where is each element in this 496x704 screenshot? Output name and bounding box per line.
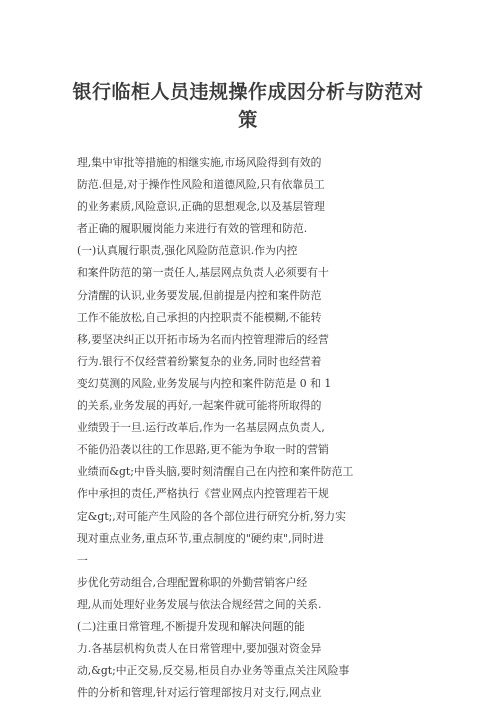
document-title bbox=[40, 78, 456, 134]
text-line: 分清醒的认识,业务要发展,但前提是内控和案件防范 bbox=[77, 288, 322, 302]
text-line: 现对重点业务,重点环节,重点制度的"硬约束",同时进 bbox=[77, 531, 324, 545]
text-line: 行为.银行不仅经营着纷繁复杂的业务,同时也经营着 bbox=[77, 354, 322, 368]
text-line: 业绩而&gt;中昏头脑,要时刻清醒自己在内控和案件防范工 bbox=[77, 465, 354, 479]
text-line: 业绩毁于一旦.运行改革后,作为一名基层网点负责人, bbox=[77, 421, 325, 435]
text-line: 不能仍沿袭以往的工作思路,更不能为争取一时的营销 bbox=[77, 443, 329, 457]
text-line: 的业务素质,风险意识,正确的思想观念,以及基层管理 bbox=[77, 200, 325, 214]
text-line: 变幻莫测的风险,业务发展与内控和案件防范是 0 和 1 bbox=[77, 376, 332, 390]
text-line: 步优化劳动组合,合理配置称职的外勤营销客户经 bbox=[77, 575, 308, 589]
text-line: 者正确的履职履岗能力来进行有效的管理和防范. bbox=[77, 222, 308, 236]
text-line: 理,从而处理好业务发展与依法合规经营之间的关系. bbox=[77, 597, 322, 611]
text-line: 的关系,业务发展的再好,一起案件就可能将所取得的 bbox=[77, 399, 322, 413]
text-line: 移,要坚决纠正以开拓市场为名而内控管理滞后的经营 bbox=[77, 332, 329, 346]
text-line: 和案件防范的第一责任人,基层网点负责人必须要有十 bbox=[77, 266, 329, 280]
text-line: 力.各基层机构负责人在日常管理中,要加强对资金异 bbox=[77, 642, 322, 656]
text-line: 作中承担的责任,严格执行《营业网点内控管理若干规 bbox=[77, 487, 329, 501]
document-body bbox=[77, 152, 457, 704]
title-line-2: 策 bbox=[238, 109, 258, 131]
text-line: (二)注重日常管理,不断提升发现和解决问题的能 bbox=[77, 619, 305, 633]
text-line: 防范.但是,对于操作性风险和道德风险,只有依靠员工 bbox=[77, 178, 325, 192]
text-line: (一)认真履行职责,强化风险防范意识.作为内控 bbox=[77, 244, 298, 258]
text-line: 动,&gt;中正交易,反交易,柜员自办业务等重点关注风险事 bbox=[77, 664, 350, 678]
title-line-1: 银行临柜人员违规操作成因分析与防范对 bbox=[72, 81, 424, 103]
text-line: 一 bbox=[77, 553, 88, 567]
text-line: 理,集中审批等措施的相继实施,市场风险得到有效的 bbox=[77, 156, 322, 169]
text-line: 工作不能放松,自己承担的内控职责不能模糊,不能转 bbox=[77, 310, 322, 324]
text-line: 定&gt;,对可能产生风险的各个部位进行研究分析,努力实 bbox=[77, 509, 346, 523]
text-line: 件的分析和管理,针对运行管理部按月对支行,网点业 bbox=[77, 686, 322, 700]
